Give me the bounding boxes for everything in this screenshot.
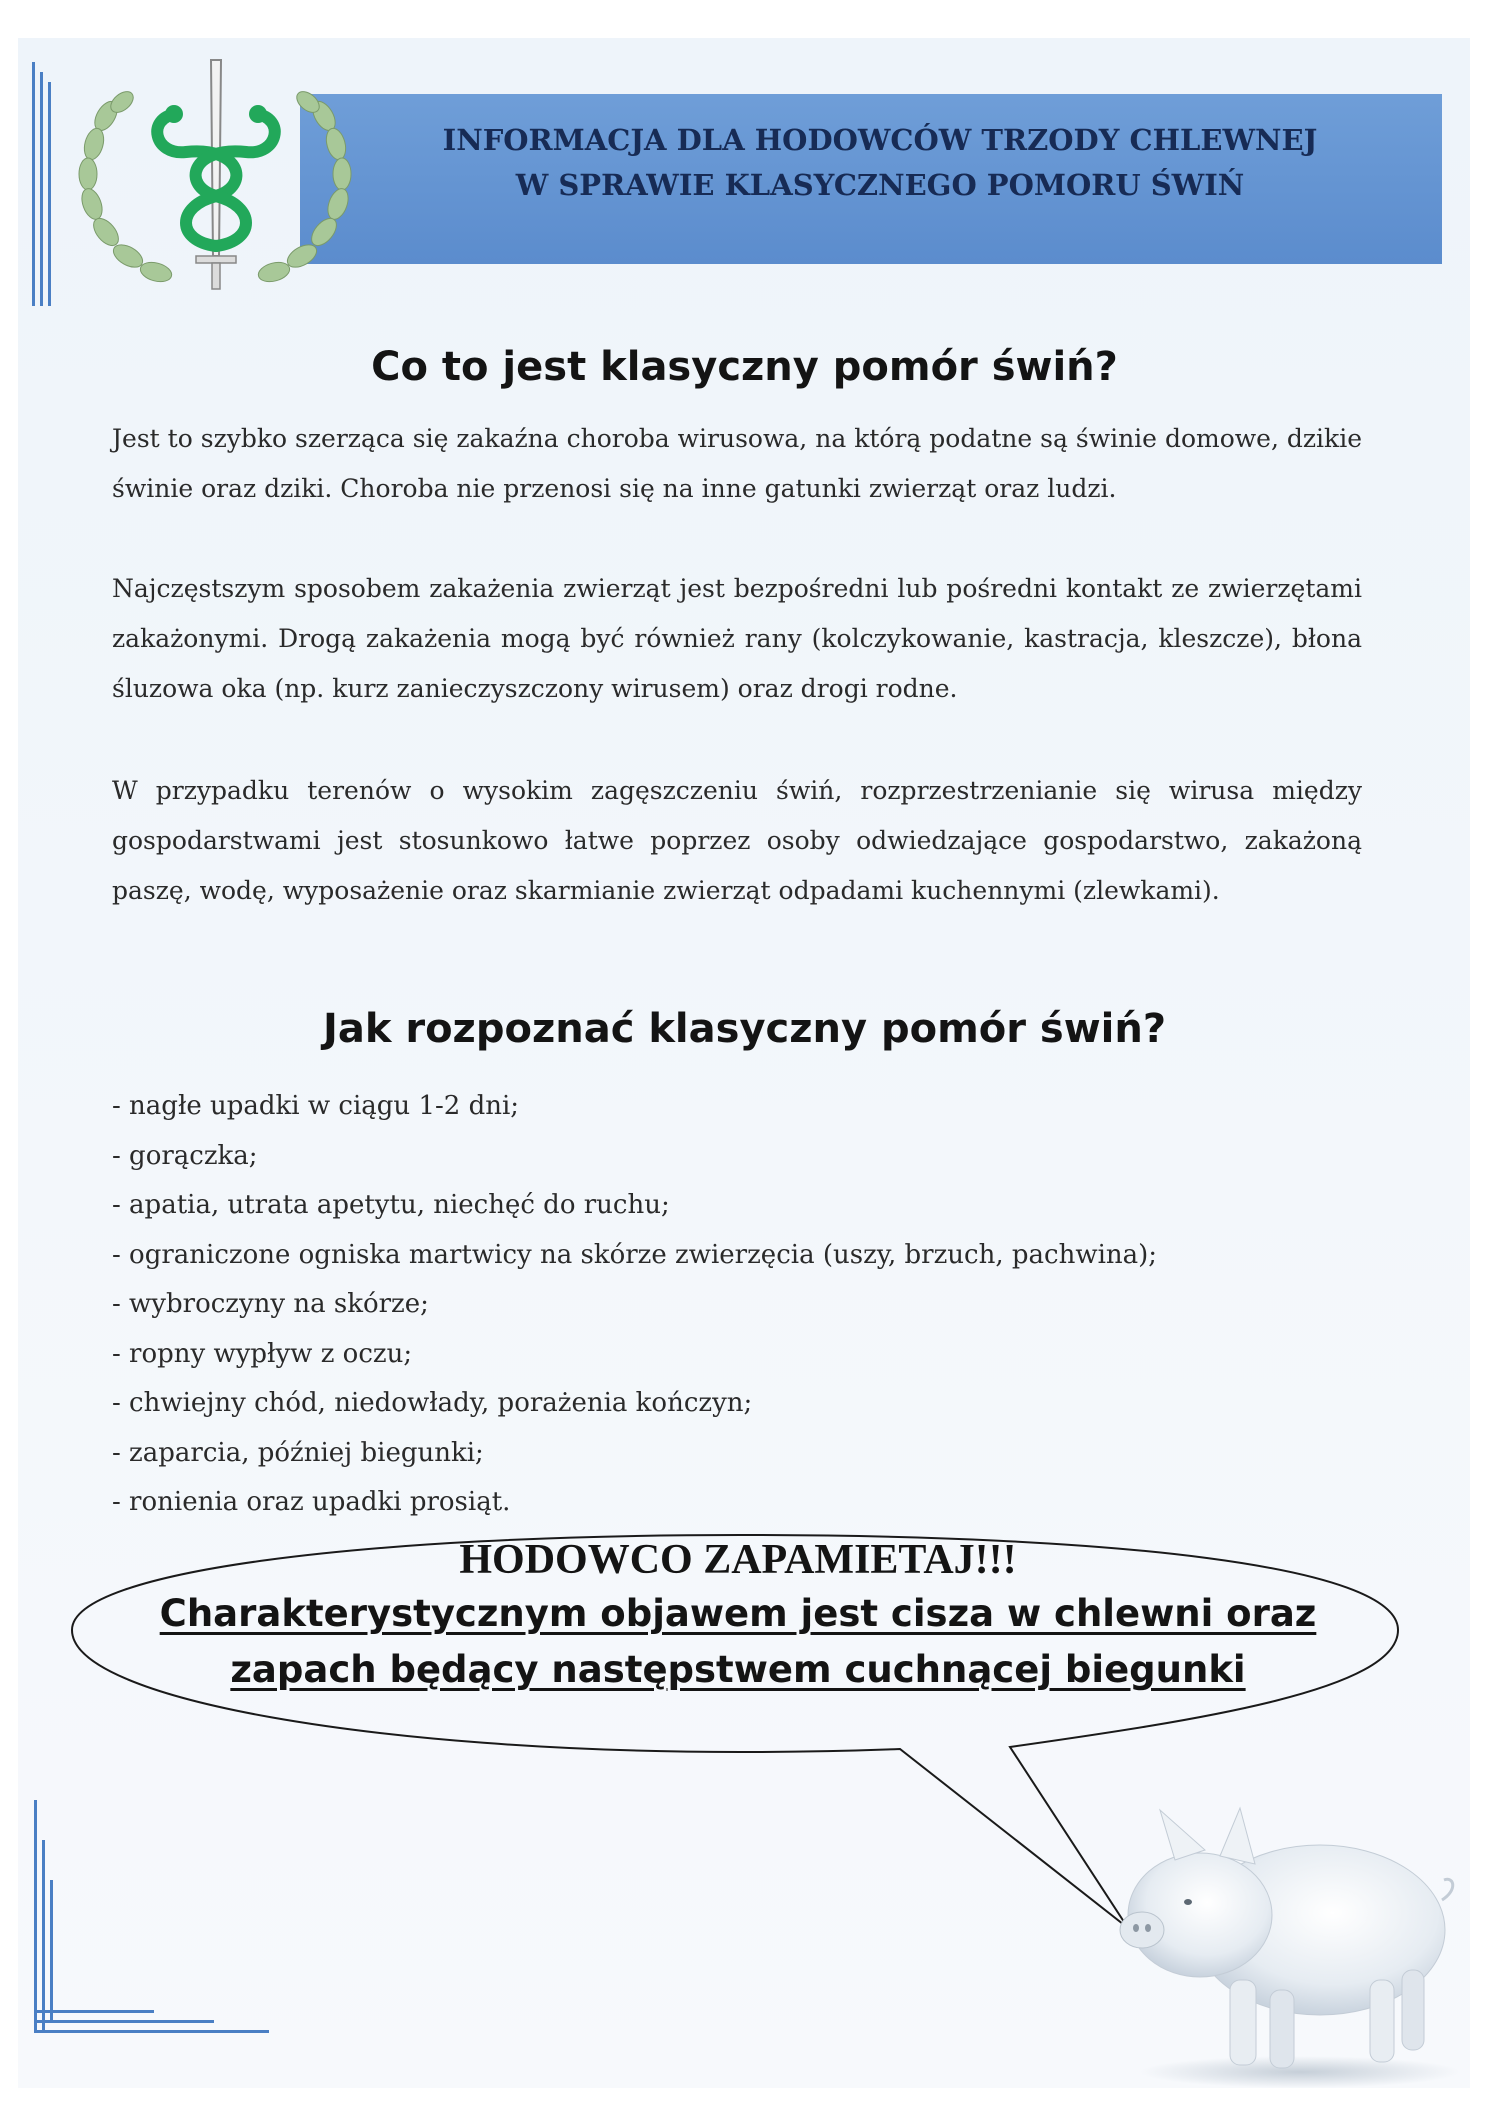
frame-line (34, 2010, 154, 2013)
callout-line1: Charakterystycznym objawem jest cisza w chlewni oraz (159, 1592, 1317, 1635)
list-item: - ropny wypływ z oczu; (112, 1338, 413, 1369)
callout-title: HODOWCO ZAPAMIETAJ!!! (459, 1537, 1017, 1583)
list-item: - ograniczone ogniska martwicy na skórze zwierzęcia (uszy, brzuch, pachwina); (112, 1239, 1158, 1270)
symptoms-list (112, 1082, 1157, 1528)
section1-heading: Co to jest klasyczny pomór świń? (371, 344, 1118, 390)
list-item: - wybroczyny na skórze; (112, 1289, 429, 1319)
list-item: - zaparcia, później biegunki; (112, 1437, 484, 1468)
header-title-line2: W SPRAWIE KLASYCZNEGO POMORU ŚWIŃ (515, 168, 1245, 202)
frame-line (42, 1840, 45, 2032)
frame-line (34, 2030, 269, 2033)
piglet-illustration (1080, 1780, 1460, 2090)
caduceus-sword-wreath-icon (66, 56, 366, 306)
callout (88, 1534, 1388, 1698)
frame-line (50, 1880, 53, 2022)
section2-heading: Jak rozpoznać klasyczny pomór świń? (322, 1006, 1167, 1052)
frame-line (34, 2020, 214, 2023)
header-title (330, 118, 1430, 208)
section1-paragraph-3: W przypadku terenów o wysokim zagęszczeniu świń, rozprzestrzenianie się wirusa między gospodarstwami jest stosunkowo łatwe poprzez osoby odwiedzające gospodarstwo, zakażoną paszę, wodę, wyposażenie oraz skarmianie zwierząt odpadami kuchennymi (zlewkami). (112, 776, 1362, 905)
list-item: - apatia, utrata apetytu, niechęć do ruchu; (112, 1190, 670, 1220)
frame-line (40, 72, 43, 306)
section1-paragraph-1: Jest to szybko szerząca się zakaźna choroba wirusowa, na którą podatne są świnie domowe, dzikie świnie oraz dziki. Choroba nie przenosi się na inne gatunki zwierząt oraz ludzi. (112, 424, 1362, 503)
list-item: - ronienia oraz upadki prosiąt. (112, 1487, 511, 1517)
frame-line (34, 1800, 37, 2032)
list-item: - gorączka; (112, 1140, 258, 1171)
list-item: - chwiejny chód, niedowłady, porażenia kończyn; (112, 1388, 753, 1418)
section1-paragraph-2: Najczęstszym sposobem zakażenia zwierząt jest bezpośredni lub pośredni kontakt ze zwierzętami zakażonymi. Drogą zakażenia mogą być również rany (kolczykowanie, kastracja, kleszcze), błona śluzowa oka (np. kurz zanieczyszczony wirusem) oraz drogi rodne. (112, 574, 1362, 703)
list-item: - nagłe upadki w ciągu 1-2 dni; (112, 1091, 520, 1121)
header-title-line1: INFORMACJA DLA HODOWCÓW TRZODY CHLEWNEJ (442, 123, 1318, 157)
frame-line (32, 62, 35, 306)
callout-line2: zapach będący następstwem cuchnącej biegunki (230, 1648, 1246, 1691)
frame-line (48, 82, 51, 306)
